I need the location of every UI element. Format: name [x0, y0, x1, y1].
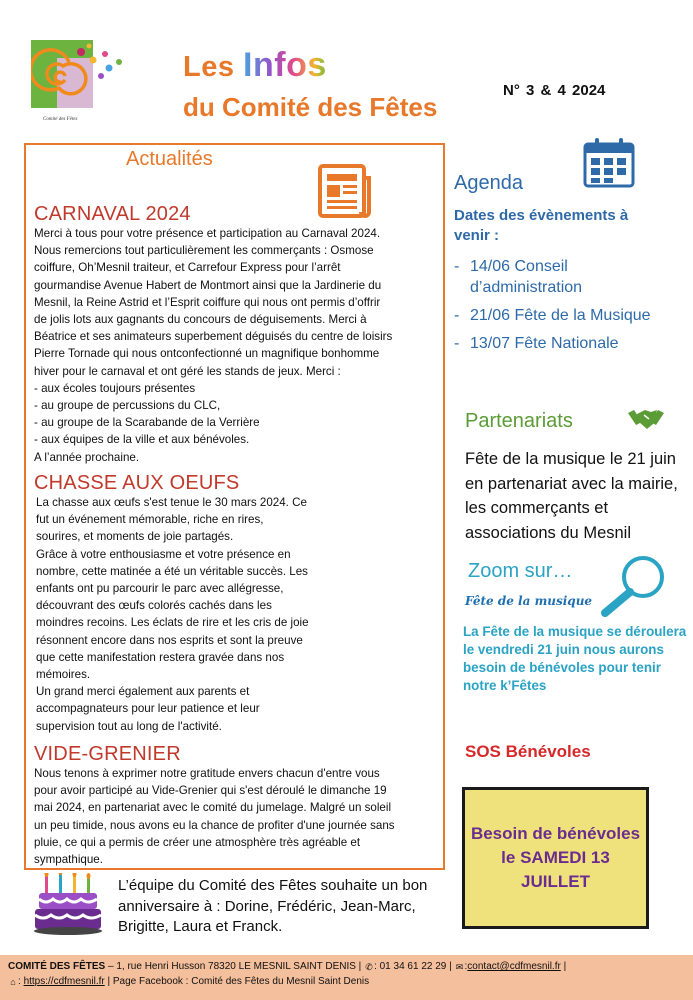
email-icon: ✉ [455, 962, 464, 972]
sos-callout-text: Besoin de bénévoles le SAMEDI 13 JUILLET [470, 824, 641, 891]
newsletter-title [183, 46, 327, 85]
magnifier-icon [597, 553, 669, 626]
logo-caption: Comité des Fêtes [43, 117, 78, 122]
footer-web-sep: : [18, 976, 24, 987]
chasse-title: CHASSE AUX OEUFS [34, 472, 240, 494]
footer-phone: : 01 34 61 22 29 | [374, 961, 452, 972]
partenariats-body: Fête de la musique le 21 juin en partenariat avec la mairie, les commerçants et associations du Mesnil [465, 450, 678, 542]
footer-org: COMITÉ DES FÊTES [8, 961, 106, 972]
footer-facebook: | Page Facebook : Comité des Fêtes du Mesnil Saint Denis [104, 976, 370, 987]
title-infos: Infos [243, 46, 327, 84]
handshake-icon [628, 405, 664, 440]
calendar-icon [583, 138, 635, 193]
footer-website-link[interactable]: https://cdfmesnil.fr [23, 976, 105, 987]
carnaval-body: Merci à tous pour votre présence et participation au Carnaval 2024. Nous remercions tout particulièrement les commerçants : Osmose coiffure, Oh’Mesnil traiteur, et Carrefour Express pour l’arrêt gourmandise Avenue Habert de Montmort ainsi que la Jardinerie du Mesnil, la Reine Astrid et l’Esprit coiffure qui nous ont permis d’offrir de jolis lots aux gagnants du concours de déguisements. Merci à Béatrice et ses animateurs superbement déguisés du centre de loisirs Pierre Tornade qui nous ontconfectionné un magnifique bonhomme hiver pour le carnaval et ont géré les stands de jeux. Merci : - aux écoles toujours présentes - au groupe de percussions du CLC, - au groupe de la Scarabande de la Verrière - aux équipes de la ville et aux bénévoles. A l’année prochaine. [34, 227, 393, 464]
agenda-item: - 13/07 Fête Nationale [454, 333, 679, 354]
vide-grenier-title: VIDE-GRENIER [34, 743, 181, 765]
footer-email-sep: : [464, 961, 468, 972]
agenda-title: Agenda [454, 172, 523, 194]
zoom-subtitle: Fête de la musique [465, 594, 593, 608]
chasse-body: La chasse aux œufs s'est tenue le 30 mars 2024. Ce fut un événement mémorable, riche en rires, sourires, et moments de joie partagés. Grâce à votre enthousiasme et votre présence en nombre, cette matinée a été un véritable succès. Les enfants ont pu parcourir le parc avec allégresse, découvrant des œufs colorés cachés dans les moindres recoins. Les éclats de rire et les cris de joie résonnent encore dans nos esprits et sont la preuve que cette manifestation restera gravée dans nos mémoires. Un grand merci également aux parents et accompagnateurs pour leur patience et leur supervision tout au long de l'activité. [36, 496, 309, 733]
title-les: Les [183, 51, 244, 83]
committee-logo [31, 40, 127, 124]
zoom-title: Zoom sur… [468, 560, 573, 582]
footer-address: – 1, rue Henri Husson 78320 LE MESNIL SAINT DENIS | [105, 961, 365, 972]
newsletter-subtitle: du Comité des Fêtes [183, 92, 438, 122]
birthday-message: L’équipe du Comité des Fêtes souhaite un bon anniversaire à : Dorine, Frédéric, Jean-Marc, Brigitte, Laura et Franck. [118, 877, 428, 935]
footer-sep: | [560, 961, 567, 972]
cake-icon [33, 873, 105, 942]
carnaval-title: CARNAVAL 2024 [34, 203, 191, 225]
agenda-item: - 14/06 Conseil d’administration [454, 256, 679, 298]
phone-icon: ✆ [365, 962, 373, 972]
vide-grenier-body: Nous tenons à exprimer notre gratitude envers chacun d'entre vous pour avoir participé au Vide-Grenier qui s'est déroulé le dimanche 19 mai 2024, en partenariat avec le comité du jumelage. Malgré un soleil un peu timide, nous avons eu la chance de profiter d'une journée sans pluie, ce qui a permis de créer une atmosphère très agréable et sympathique. [34, 767, 395, 867]
zoom-body: La Fête de la musique se déroulera le vendredi 21 juin nous aurons besoin de bénévoles pour tenir notre k’Fêtes [463, 624, 687, 693]
agenda-subtitle: Dates des évènements à venir : [454, 207, 629, 244]
issue-number: N° 3 & 4 2024 [503, 82, 606, 99]
footer [0, 955, 693, 1000]
footer-email-link[interactable]: contact@cdfmesnil.fr [467, 961, 561, 972]
news-heading: Actualités [126, 148, 213, 170]
agenda-list [454, 256, 679, 361]
web-icon: ⌂ [10, 977, 16, 987]
newspaper-icon [318, 164, 372, 223]
agenda-item: - 21/06 Fête de la Musique [454, 305, 679, 326]
sos-title: SOS Bénévoles [465, 742, 591, 761]
sos-callout [462, 787, 649, 929]
partenariats-title: Partenariats [465, 410, 573, 432]
